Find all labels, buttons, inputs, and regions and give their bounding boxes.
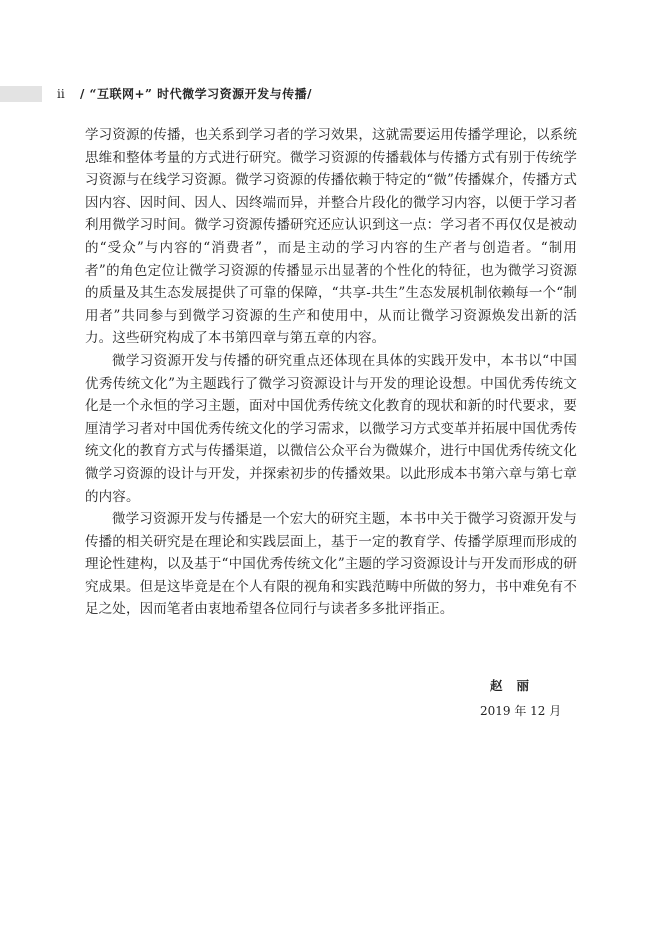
signature-date: 2019 年 12 月	[480, 704, 562, 718]
paragraph: 微学习资源开发与传播是一个宏大的研究主题，本书中关于微学习资源开发与传播的相关研究是在理论和实践层面上，基于一定的教育学、传播学原理而形成的理论性建构，以及基于“中国优秀传统文化”主题的学习资源设计与开发而形成的研究成果。但是这毕竟是在个人有限的视角和实践范畴中所做的努力，书中难免有不足之处，因而笔者由衷地希望各位同行与读者多多批评指正。	[85, 511, 577, 618]
page-tab-marker	[0, 86, 42, 102]
body-text	[85, 124, 577, 621]
running-title: / “互联网+” 时代微学习资源开发与传播/	[80, 87, 312, 101]
page-number: ii	[57, 87, 65, 101]
paragraph: 微学习资源开发与传播的研究重点还体现在具体的实践开发中，本书以“中国优秀传统文化”为主题践行了微学习资源设计与开发的理论设想。中国优秀传统文化是一个永恒的学习主题，面对中国优秀传统文化教育的现状和新的时代要求，要厘清学习者对中国优秀传统文化的学习需求，以微学习方式变革并拓展中国优秀传统文化的教育方式与传播渠道，以微信公众平台为微媒介，进行中国优秀传统文化微学习资源的设计与开发，并探索初步的传播效果。以此形成本书第六章与第七章的内容。	[85, 352, 577, 505]
author-signature: 赵丽	[490, 678, 544, 693]
paragraph-continued: 学习资源的传播，也关系到学习者的学习效果，这就需要运用传播学理论，以系统思维和整体考量的方式进行研究。微学习资源的传播载体与传播方式有别于传统学习资源与在线学习资源。微学习资源的传播依赖于特定的“微”传播媒介，传播方式因内容、因时间、因人、因终端而异，并整合片段化的微学习内容，以便于学习者利用微学习时间。微学习资源传播研究还应认识到这一点：学习者不再仅仅是被动的“受众”与内容的“消费者”，而是主动的学习内容的生产者与创造者。“制用者”的角色定位让微学习资源的传播显示出显著的个性化的特征，也为微学习资源的质量及其生态发展提供了可靠的保障，“共享-共生”生态发展机制依赖每一个“制用者”共同参与到微学习资源的生产和使用中，从而让微学习资源焕发出新的活力。这些研究构成了本书第四章与第五章的内容。	[85, 127, 577, 347]
